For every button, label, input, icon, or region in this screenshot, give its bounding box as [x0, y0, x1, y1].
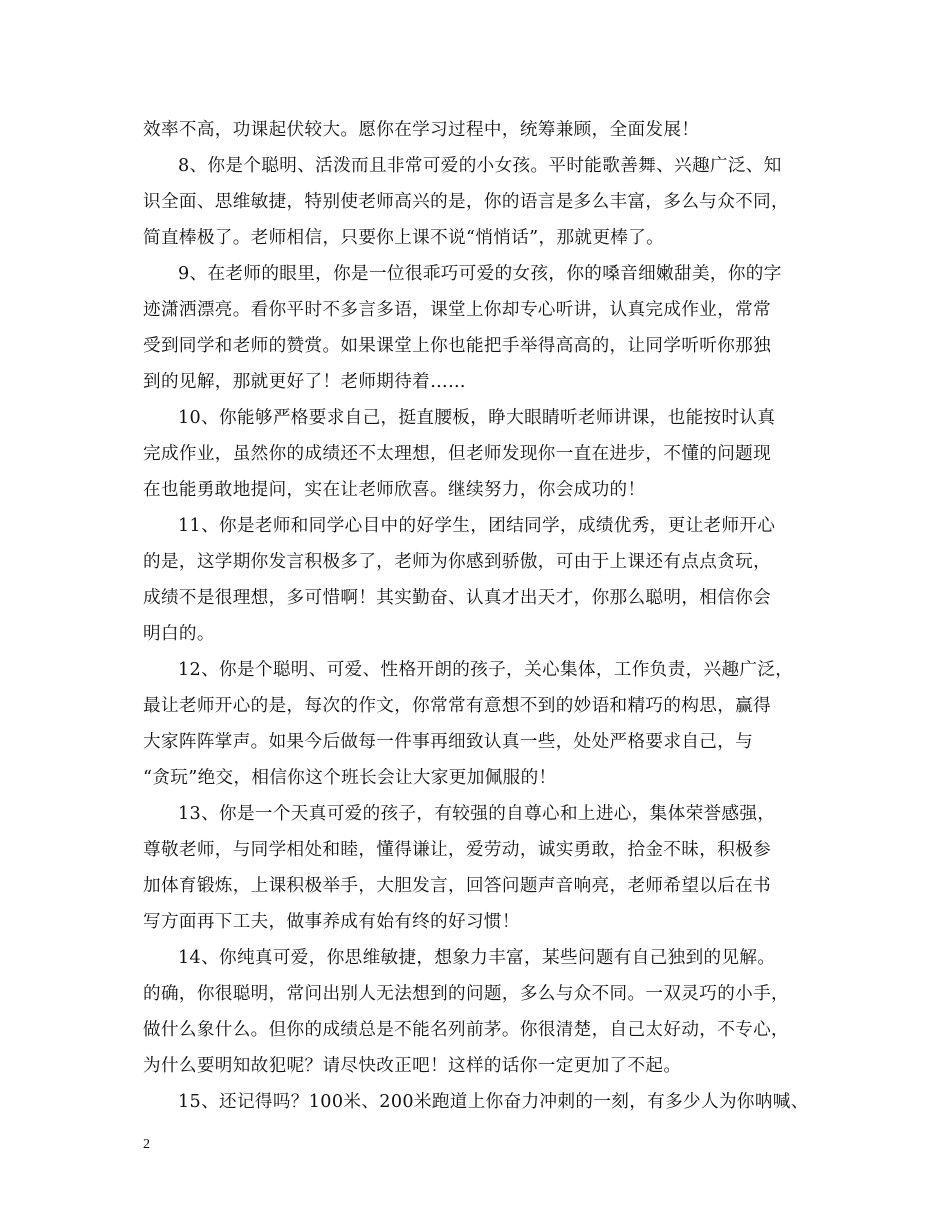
- text-line: 写方面再下工夫，做事养成有始有终的好习惯！: [143, 912, 520, 932]
- text-line: 尊敬老师，与同学相处和睦，懂得谦让，爱劳动，诚实勇敢，拾金不昧，积极参: [143, 840, 772, 860]
- text-line: 的是，这学期你发言积极多了，老师为你感到骄傲，可由于上课还有点点贪玩，: [143, 552, 772, 572]
- text-line: 明白的。: [143, 624, 215, 644]
- text-line: 14、你纯真可爱，你思维敏捷，想象力丰富，某些问题有自己独到的见解。: [178, 948, 776, 968]
- text-line: 简直棒极了。老师相信，只要你上课不说“悄悄话”，那就更棒了。: [143, 228, 665, 248]
- text-line: 识全面、思维敏捷，特别使老师高兴的是，你的语言是多么丰富，多么与众不同，: [143, 192, 789, 212]
- text-line: 9、在老师的眼里，你是一位很乖巧可爱的女孩，你的嗓音细嫩甜美，你的字: [178, 264, 782, 284]
- page-number: 2: [143, 1137, 150, 1152]
- text-line: 迹潇洒漂亮。看你平时不多言多语，课堂上你却专心听讲，认真完成作业，常常: [143, 300, 772, 320]
- text-line: 大家阵阵掌声。如果今后做每一件事再细致认真一些，处处严格要求自己，与: [143, 732, 754, 752]
- text-line: 11、你是老师和同学心目中的好学生，团结同学，成绩优秀，更让老师开心: [178, 516, 776, 536]
- text-line: 效率不高，功课起伏较大。愿你在学习过程中，统筹兼顾，全面发展！: [143, 120, 700, 140]
- text-line: 成绩不是很理想，多可惜啊！其实勤奋、认真才出天才，你那么聪明，相信你会: [143, 588, 772, 608]
- text-line: 完成作业，虽然你的成绩还不太理想，但老师发现你一直在进步，不懂的问题现: [143, 444, 772, 464]
- text-line: 在也能勇敢地提问，实在让老师欣喜。继续努力，你会成功的！: [143, 480, 646, 500]
- text-line: 12、你是个聪明、可爱、性格开朗的孩子，关心集体，工作负责，兴趣广泛，: [178, 660, 794, 680]
- text-line: 13、你是一个天真可爱的孩子，有较强的自尊心和上进心，集体荣誉感强，: [178, 804, 776, 824]
- text-line: 做什么象什么。但你的成绩总是不能名列前茅。你很清楚，自己太好动，不专心，: [143, 1020, 789, 1040]
- text-line: 最让老师开心的是，每次的作文，你常常有意想不到的妙语和精巧的构思，赢得: [143, 696, 772, 716]
- text-line: 15、还记得吗？100米、200米跑道上你奋力冲刺的一刻，有多少人为你呐喊、: [178, 1092, 809, 1112]
- text-line: “贪玩”绝交，相信你这个班长会让大家更加佩服的！: [143, 768, 557, 788]
- text-line: 加体育锻炼，上课积极举手，大胆发言，回答问题声音响亮，老师希望以后在书: [143, 876, 772, 896]
- text-line: 8、你是个聪明、活泼而且非常可爱的小女孩。平时能歌善舞、兴趣广泛、知: [178, 156, 782, 176]
- text-line: 10、你能够严格要求自己，挺直腰板，睁大眼睛听老师讲课，也能按时认真: [178, 408, 776, 428]
- text-line: 为什么要明知故犯呢？请尽快改正吧！这样的话你一定更加了不起。: [143, 1056, 682, 1076]
- text-line: 的确，你很聪明，常问出别人无法想到的问题，多么与众不同。一双灵巧的小手，: [143, 984, 789, 1004]
- text-line: 受到同学和老师的赞赏。如果课堂上你也能把手举得高高的，让同学听听你那独: [143, 336, 772, 356]
- text-line: 到的见解，那就更好了！老师期待着……: [143, 372, 466, 392]
